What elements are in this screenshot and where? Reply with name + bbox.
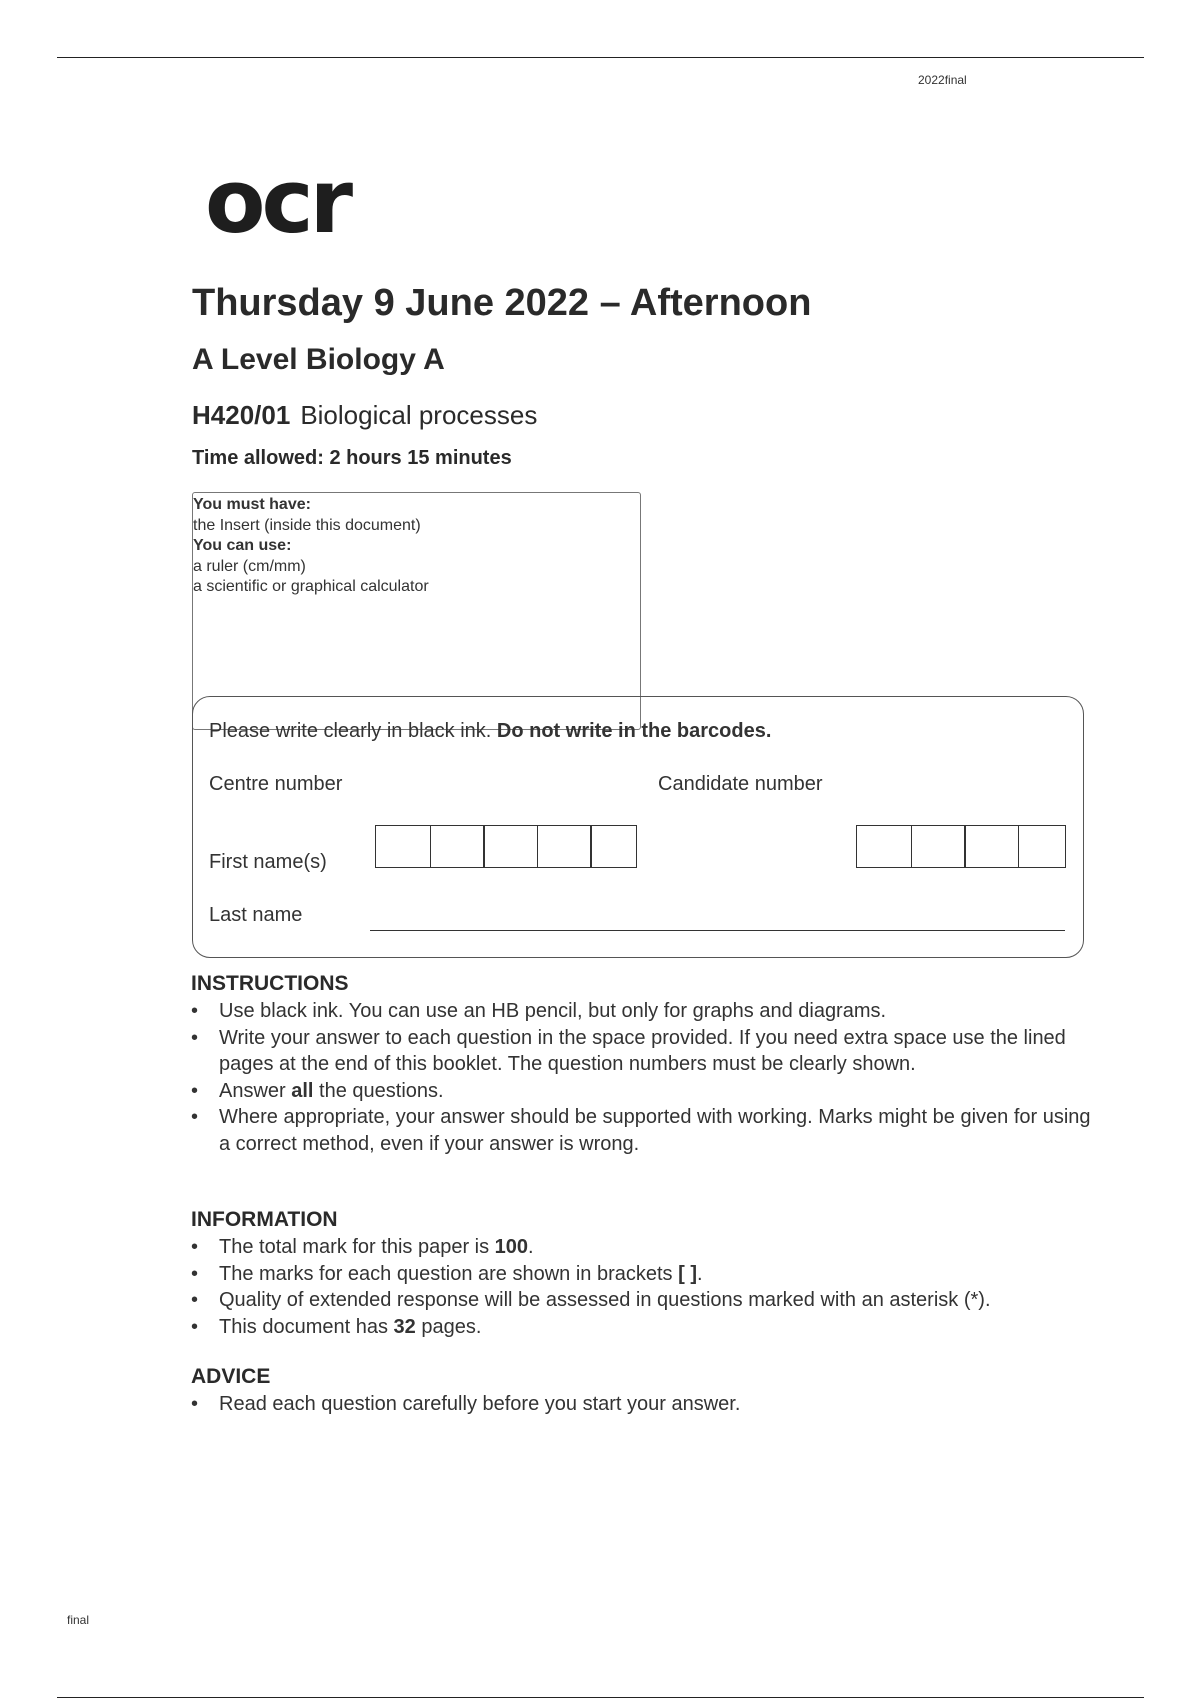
centre-number-label: Centre number (209, 773, 343, 795)
no-barcodes-text: Do not write in the barcodes. (496, 720, 772, 742)
candidate-number-cell-3[interactable] (964, 825, 1019, 868)
paper-code: H420/01 (192, 400, 291, 430)
last-name-label: Last name (209, 904, 303, 926)
instruction-bold: all (291, 1079, 314, 1102)
information-item (191, 1234, 1091, 1261)
advice-heading: ADVICE (191, 1365, 271, 1388)
instruction-text: the questions. (313, 1079, 444, 1102)
candidate-number-cell-2[interactable] (911, 825, 966, 868)
bottom-rule (57, 1697, 1144, 1698)
information-text: The total mark for this paper is (219, 1236, 495, 1258)
can-use-heading: You can use: (193, 537, 292, 554)
exam-paper (192, 400, 537, 431)
first-name-label: First name(s) (209, 851, 327, 873)
instruction-item: • Where appropriate, your answer should be supported with working. Marks might be given for using a correct method, even if your answer is wrong. (191, 1104, 1091, 1157)
equipment-box (192, 492, 641, 730)
information-text: The marks for each question are shown in brackets (219, 1262, 679, 1285)
candidate-number-cells (856, 825, 1064, 870)
can-use-item: a ruler (cm/mm) (193, 557, 306, 575)
candidate-details-box (192, 696, 1084, 958)
top-rule (57, 57, 1144, 58)
paper-title: Biological processes (300, 400, 538, 430)
candidate-number-cell-1[interactable] (856, 825, 912, 868)
exam-date: Thursday 9 June 2022 – Afternoon (192, 282, 812, 324)
information-item (191, 1314, 1091, 1341)
header-tag: 2022final (918, 73, 967, 87)
information-bold: [ ] (678, 1262, 698, 1285)
candidate-number-cell-4[interactable] (1018, 825, 1066, 868)
write-clearly-text: Please write clearly in black ink. (209, 720, 492, 742)
information-text: pages. (415, 1315, 482, 1338)
write-clearly-note (209, 720, 771, 743)
information-bold: 32 (393, 1315, 416, 1338)
centre-number-cell-1[interactable] (375, 825, 431, 868)
must-have-heading: You must have: (193, 496, 311, 513)
footer-tag: final (67, 1613, 90, 1627)
candidate-number-label: Candidate number (658, 773, 823, 795)
last-name-line[interactable] (370, 930, 1065, 931)
centre-number-cell-2[interactable] (430, 825, 485, 868)
instruction-item: • Use black ink. You can use an HB pencil, but only for graphs and diagrams. (191, 998, 1091, 1025)
must-have-item: the Insert (inside this document) (193, 516, 421, 534)
information-item: • Quality of extended response will be assessed in questions marked with an asterisk (*). (191, 1287, 1091, 1314)
instructions-heading: INSTRUCTIONS (191, 972, 349, 995)
centre-number-cells (375, 825, 636, 870)
can-use-item: a scientific or graphical calculator (193, 578, 429, 595)
information-text: . (528, 1236, 534, 1258)
advice-item: • Read each question carefully before you start your answer. (191, 1391, 1091, 1418)
information-heading: INFORMATION (191, 1208, 338, 1231)
exam-subject: A Level Biology A (192, 343, 445, 376)
information-text: This document has (219, 1315, 394, 1338)
information-list (191, 1234, 1091, 1340)
information-item (191, 1261, 1091, 1288)
instruction-text: Answer (219, 1079, 292, 1102)
ocr-logo: ocr (205, 150, 350, 253)
centre-number-cell-4[interactable] (537, 825, 592, 868)
centre-number-cell-3[interactable] (483, 825, 538, 868)
advice-list (191, 1391, 1091, 1418)
information-text: . (697, 1262, 703, 1285)
time-allowed: Time allowed: 2 hours 15 minutes (192, 447, 512, 469)
centre-number-cell-5[interactable] (590, 825, 637, 868)
instruction-item (191, 1078, 1091, 1105)
instruction-item: • Write your answer to each question in the space provided. If you need extra space use the lined pages at the end of this booklet. The question numbers must be clearly shown. (191, 1025, 1091, 1078)
information-bold: 100 (494, 1236, 529, 1258)
instructions-list (191, 998, 1091, 1157)
